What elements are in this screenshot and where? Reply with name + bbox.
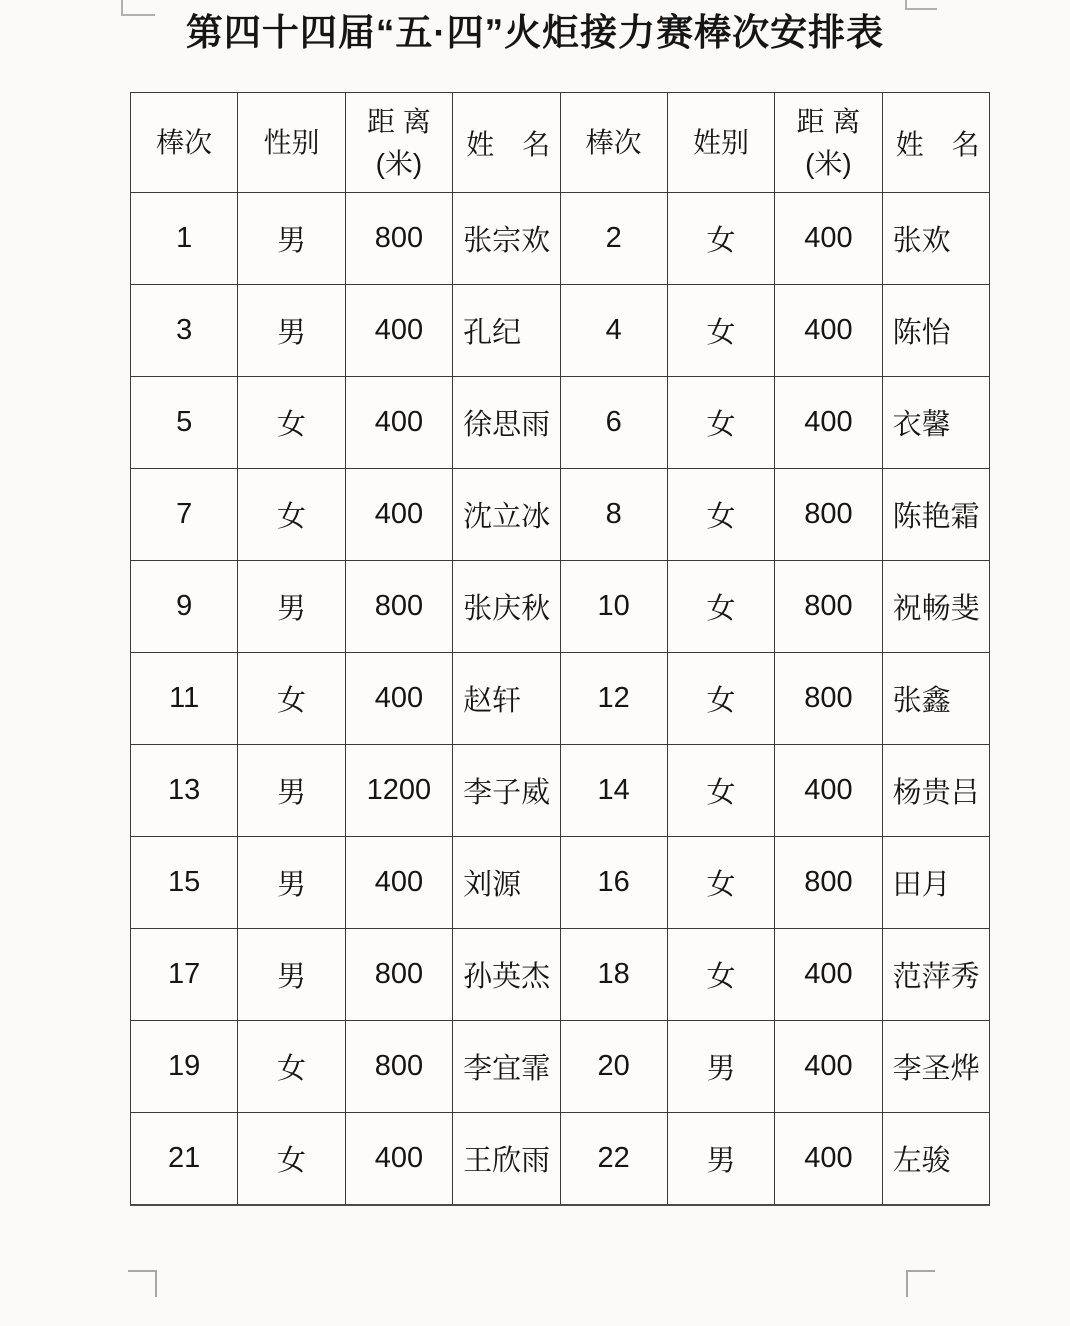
table-row [131, 745, 990, 837]
cell-gender: 女 [238, 469, 345, 561]
cell-name: 张鑫 [882, 653, 989, 745]
cell-name: 徐思雨 [453, 377, 560, 469]
cell-distance: 400 [775, 1021, 882, 1113]
cell-gender: 女 [238, 1113, 345, 1206]
cell-distance: 800 [775, 837, 882, 929]
cell-gender: 女 [667, 469, 774, 561]
cell-distance: 400 [345, 285, 452, 377]
cell-leg: 12 [560, 653, 667, 745]
table-row [131, 193, 990, 285]
table-row [131, 653, 990, 745]
cell-gender: 男 [238, 837, 345, 929]
cell-leg: 13 [131, 745, 238, 837]
cell-distance: 400 [775, 745, 882, 837]
header-distance-left: 距 离 (米) [345, 93, 452, 193]
header-leg-right: 棒次 [560, 93, 667, 193]
cell-name: 刘源 [453, 837, 560, 929]
cell-distance: 400 [345, 837, 452, 929]
cell-distance: 400 [345, 1113, 452, 1206]
cell-gender: 女 [238, 1021, 345, 1113]
cell-leg: 7 [131, 469, 238, 561]
cell-name: 衣馨 [882, 377, 989, 469]
cell-distance: 800 [345, 193, 452, 285]
header-gender-right: 姓别 [667, 93, 774, 193]
cell-distance: 800 [775, 653, 882, 745]
header-distance-right: 距 离 (米) [775, 93, 882, 193]
cell-gender: 女 [238, 653, 345, 745]
cell-leg: 15 [131, 837, 238, 929]
cell-name: 左骏 [882, 1113, 989, 1206]
cell-gender: 女 [667, 377, 774, 469]
cell-distance: 400 [775, 193, 882, 285]
cell-gender: 男 [667, 1021, 774, 1113]
cell-leg: 9 [131, 561, 238, 653]
cell-distance: 400 [775, 929, 882, 1021]
cell-gender: 男 [238, 285, 345, 377]
cell-name: 范萍秀 [882, 929, 989, 1021]
header-leg-left: 棒次 [131, 93, 238, 193]
relay-assignment-table [130, 92, 990, 1206]
cell-name: 王欣雨 [453, 1113, 560, 1206]
page-title: 第四十四届“五·四”火炬接力赛棒次安排表 [185, 12, 885, 53]
cell-name: 李宜霏 [453, 1021, 560, 1113]
cell-leg: 17 [131, 929, 238, 1021]
cell-leg: 14 [560, 745, 667, 837]
cell-leg: 19 [131, 1021, 238, 1113]
cell-leg: 1 [131, 193, 238, 285]
cell-name: 杨贵吕 [882, 745, 989, 837]
cell-name: 陈艳霜 [882, 469, 989, 561]
table-row [131, 285, 990, 377]
cell-distance: 1200 [345, 745, 452, 837]
cell-distance: 800 [775, 469, 882, 561]
cell-leg: 2 [560, 193, 667, 285]
cell-distance: 400 [775, 377, 882, 469]
cell-gender: 男 [667, 1113, 774, 1206]
cell-leg: 6 [560, 377, 667, 469]
cell-name: 田月 [882, 837, 989, 929]
crop-mark-bottom-left [128, 1270, 157, 1297]
crop-mark-bottom-right [906, 1270, 935, 1297]
cell-leg: 8 [560, 469, 667, 561]
cell-name: 张庆秋 [453, 561, 560, 653]
table-row [131, 1021, 990, 1113]
table-row [131, 561, 990, 653]
cell-distance: 400 [345, 469, 452, 561]
cell-gender: 女 [667, 193, 774, 285]
cell-gender: 女 [238, 377, 345, 469]
table-row [131, 1113, 990, 1206]
header-gender-left: 性别 [238, 93, 345, 193]
cell-leg: 22 [560, 1113, 667, 1206]
cell-name: 沈立冰 [453, 469, 560, 561]
cell-distance: 800 [345, 929, 452, 1021]
cell-leg: 20 [560, 1021, 667, 1113]
cell-name: 张欢 [882, 193, 989, 285]
cell-leg: 21 [131, 1113, 238, 1206]
cell-gender: 女 [667, 285, 774, 377]
cell-gender: 女 [667, 837, 774, 929]
header-row [131, 93, 990, 193]
cell-distance: 400 [775, 1113, 882, 1206]
cell-distance: 400 [345, 653, 452, 745]
table-row [131, 469, 990, 561]
cell-name: 孙英杰 [453, 929, 560, 1021]
cell-distance: 800 [775, 561, 882, 653]
cell-gender: 男 [238, 745, 345, 837]
cell-gender: 女 [667, 929, 774, 1021]
cell-gender: 女 [667, 561, 774, 653]
header-name-left: 姓 名 [453, 93, 560, 193]
cell-leg: 3 [131, 285, 238, 377]
cell-distance: 800 [345, 1021, 452, 1113]
cell-gender: 女 [667, 745, 774, 837]
cell-name: 李子威 [453, 745, 560, 837]
cell-name: 祝畅斐 [882, 561, 989, 653]
cell-leg: 4 [560, 285, 667, 377]
cell-name: 张宗欢 [453, 193, 560, 285]
cell-distance: 400 [775, 285, 882, 377]
cell-name: 赵轩 [453, 653, 560, 745]
cell-name: 孔纪 [453, 285, 560, 377]
cell-gender: 男 [238, 561, 345, 653]
cell-gender: 男 [238, 929, 345, 1021]
cell-leg: 10 [560, 561, 667, 653]
cell-leg: 11 [131, 653, 238, 745]
table-row [131, 929, 990, 1021]
table-row [131, 377, 990, 469]
cell-distance: 800 [345, 561, 452, 653]
header-name-right: 姓 名 [882, 93, 989, 193]
cell-gender: 女 [667, 653, 774, 745]
cell-name: 陈怡 [882, 285, 989, 377]
cell-leg: 5 [131, 377, 238, 469]
cell-leg: 18 [560, 929, 667, 1021]
cell-distance: 400 [345, 377, 452, 469]
cell-name: 李圣烨 [882, 1021, 989, 1113]
table-row [131, 837, 990, 929]
cell-gender: 男 [238, 193, 345, 285]
cell-leg: 16 [560, 837, 667, 929]
